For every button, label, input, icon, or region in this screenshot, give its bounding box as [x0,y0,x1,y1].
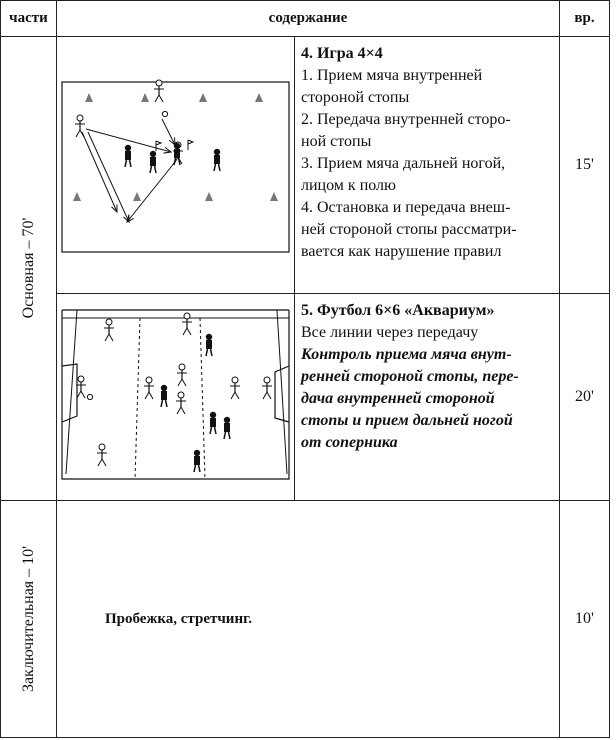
diagram-aquarium [57,294,295,500]
exercise2-emphasis-line: от соперника [301,434,398,451]
header-parts: части [1,1,57,37]
player-white [144,377,154,399]
player-black [224,417,230,439]
player-white [104,319,114,341]
zone-dashed-line [135,318,140,479]
ball-icon [87,394,92,399]
exercise1-line: 1. Прием мяча внутренней [301,67,483,84]
exercise1-time: 15' [560,37,610,294]
player-black [210,412,216,434]
field-border [62,82,289,252]
player-white [230,377,240,399]
exercise2-emphasis-line: дача внутренней стороной [301,390,495,407]
exercise2-subtitle: Все линии через передачу [301,324,479,341]
exercise-row-2 [1,294,610,501]
final-part-cell [1,501,57,738]
player-white [177,364,187,386]
header-time: вр. [560,1,610,37]
player-white [182,313,192,335]
final-row [1,501,610,738]
exercise2-text [295,294,560,501]
final-part-time: 10' [560,501,610,738]
player-black [194,450,200,472]
exercise1-text [295,37,560,294]
exercise1-line: ной стопы [301,133,372,150]
goal-left [62,364,77,422]
exercise-row-1 [1,37,610,294]
player-white [97,444,107,466]
exercise1-line: 4. Остановка и передача внеш- [301,199,511,216]
player-white [262,377,272,399]
main-part-cell [1,37,57,501]
final-part-label: Заключительная – 10' [20,545,37,693]
player-black [161,385,167,407]
diagram-4x4-cell [57,37,295,294]
exercise2-emphasis-line: Контроль приема мяча внут- [301,346,512,363]
exercise1-line: вается как нарушение правил [301,243,502,260]
exercise2-title: 5. Футбол 6×6 «Аквариум» [301,302,495,319]
header-row [1,1,610,37]
field-border [62,310,289,479]
exercise1-line: лицом к полю [301,177,396,194]
player-black [206,334,212,356]
exercise1-line: ней стороной стопы рассматри- [301,221,517,238]
field-line [66,310,287,474]
exercise2-time: 20' [560,294,610,501]
exercise2-emphasis-line: ренней стороной стопы, пере- [301,368,519,385]
diagram-aquarium-cell [57,294,295,501]
final-part-content: Пробежка, стретчинг. [57,501,560,738]
diagram-4x4 [57,37,295,293]
main-part-label: Основная – 70' [20,217,37,319]
zone-dashed-line [200,318,205,479]
exercise2-emphasis-line: стопы и прием дальней ногой [301,412,513,429]
exercise1-line: стороной стопы [301,89,410,106]
exercise1-title: 4. Игра 4×4 [301,45,383,62]
header-content: содержание [57,1,560,37]
exercise1-line: 3. Прием мяча дальней ногой, [301,155,506,172]
ball-icon [162,111,167,116]
player-white [176,392,186,414]
exercise1-line: 2. Передача внутренней сторо- [301,111,511,128]
